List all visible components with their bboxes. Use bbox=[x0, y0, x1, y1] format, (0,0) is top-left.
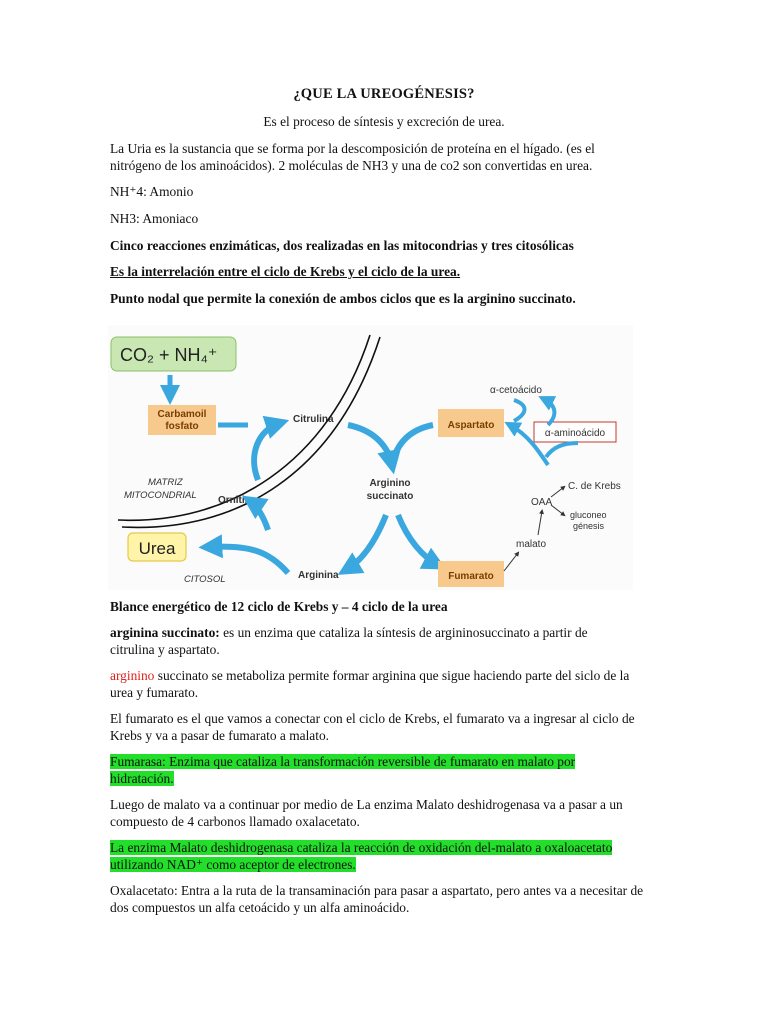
arginino-red-term: arginino bbox=[110, 668, 155, 683]
paragraph-amoniaco: NH3: Amoniaco bbox=[110, 211, 199, 226]
arginina-succinato-def: es un enzima que cataliza la síntesis de argininosuccinato a partir de citrulina y aspartato. bbox=[110, 625, 588, 657]
paragraph-punto-nodal: Punto nodal que permite la conexión de ambos ciclos que es la arginino succinato. bbox=[110, 291, 576, 306]
paragraph-arginina-succinato bbox=[110, 624, 630, 658]
paragraph-oxalacetato: Oxalacetato: Entra a la ruta de la transaminación para pasar a aspartato, pero antes va a necesitar de dos compuestos un alfa cetoácido y un alfa aminoácido. bbox=[110, 883, 644, 915]
citrulina-label: Citrulina bbox=[293, 414, 334, 425]
urea-label: Urea bbox=[138, 539, 176, 558]
cetoacido-label: α-cetoácido bbox=[490, 385, 542, 396]
aspartato-label: Aspartato bbox=[447, 420, 495, 431]
paragraph-fumarasa: Fumarasa: Enzima que cataliza la transformación reversible de fumarato en malato por hidratación. bbox=[110, 754, 576, 786]
citosol-label: CITOSOL bbox=[184, 574, 226, 585]
paragraph-fumarato: El fumarato es el que vamos a conectar con el ciclo de Krebs, el fumarato va a ingresar al ciclo de Krebs y va a pasar de fumarato a malato. bbox=[110, 711, 635, 743]
arginino-label-2: succinato bbox=[366, 491, 414, 502]
ornitina-label: Ornitina bbox=[218, 495, 257, 506]
carbamoil-label-1: Carbamoil bbox=[157, 409, 207, 420]
fumarato-label: Fumarato bbox=[448, 571, 494, 582]
co2-nh4-label: CO₂ + NH₄⁺ bbox=[120, 345, 218, 365]
paragraph-amonio: NH⁺4: Amonio bbox=[110, 184, 194, 199]
arginino-label-1: Arginino bbox=[369, 478, 411, 489]
urea-cycle-diagram bbox=[108, 325, 633, 590]
paragraph-interrelacion: Es la interrelación entre el ciclo de Krebs y el ciclo de la urea. bbox=[110, 264, 461, 279]
paragraph-reacciones: Cinco reacciones enzimáticas, dos realizadas en las mitocondrias y tres citosólicas bbox=[110, 238, 574, 253]
matriz-label-1: MATRIZ bbox=[148, 477, 183, 488]
arginino-rest: succinato se metaboliza permite formar arginina que sigue haciendo parte del siclo de la urea y fumarato. bbox=[110, 668, 630, 700]
arginina-succinato-term: arginina succinato: bbox=[110, 625, 220, 640]
paragraph-uria: La Uria es la sustancia que se forma por la descomposición de proteína en el hígado. (es el nitrógeno de los aminoácidos). 2 moléculas de NH3 y una de co2 son convertidas en urea. bbox=[110, 141, 595, 173]
paragraph-malato: Luego de malato va a continuar por medio de La enzima Malato deshidrogenasa va a pasar a un compuesto de 4 carbonos llamado oxalacetato. bbox=[110, 797, 623, 829]
ckrebs-label: C. de Krebs bbox=[568, 481, 621, 492]
matriz-label-2: MITOCONDRIAL bbox=[124, 490, 197, 501]
gluconeo-label-2: génesis bbox=[573, 521, 605, 531]
paragraph-arginino bbox=[110, 667, 650, 701]
oaa-label: OAA bbox=[531, 497, 553, 508]
gluconeo-label-1: gluconeo bbox=[570, 510, 607, 520]
carbamoil-label-2: fosfato bbox=[165, 421, 199, 432]
paragraph-balance: Blance energético de 12 ciclo de Krebs y – 4 ciclo de la urea bbox=[110, 599, 448, 614]
arginina-label: Arginina bbox=[298, 570, 339, 581]
paragraph-malato-deshidrogenasa: La enzima Malato deshidrogenasa cataliza la reacción de oxidación del-malato a oxaloacetato utilizando NAD⁺ como aceptor de electrones. bbox=[110, 840, 613, 872]
malato-label: malato bbox=[516, 539, 547, 550]
aminoacido-label: α-aminoácido bbox=[544, 428, 606, 439]
subtitle: Es el proceso de síntesis y excreción de urea. bbox=[263, 114, 505, 129]
page-title: ¿QUE LA UREOGÉNESIS? bbox=[293, 86, 475, 102]
